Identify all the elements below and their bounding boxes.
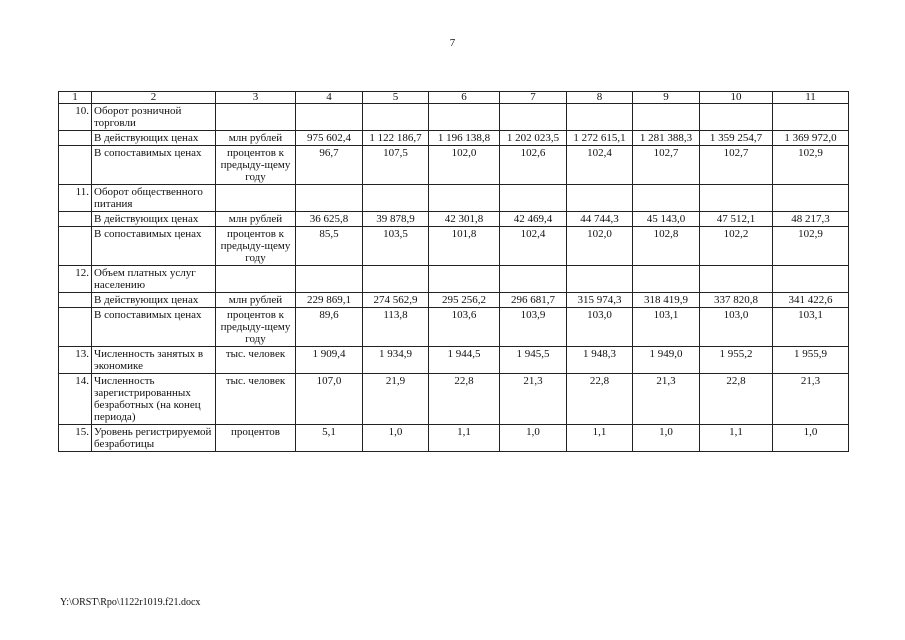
value-cell: 1 359 254,7	[700, 131, 773, 146]
unit-of-measure	[216, 104, 296, 131]
value-cell	[296, 185, 363, 212]
value-cell	[700, 185, 773, 212]
value-cell: 1 272 615,1	[567, 131, 633, 146]
value-cell	[296, 266, 363, 293]
value-cell	[363, 185, 429, 212]
value-cell	[633, 104, 700, 131]
value-cell: 103,6	[429, 308, 500, 347]
value-cell: 274 562,9	[363, 293, 429, 308]
row-number	[59, 131, 92, 146]
table-row	[59, 425, 849, 452]
value-cell: 113,8	[363, 308, 429, 347]
value-cell	[363, 104, 429, 131]
table-row	[59, 131, 849, 146]
table-row	[59, 347, 849, 374]
value-cell: 22,8	[429, 374, 500, 425]
value-cell: 89,6	[296, 308, 363, 347]
value-cell: 102,4	[567, 146, 633, 185]
value-cell: 48 217,3	[773, 212, 849, 227]
indicator-name: В действующих ценах	[92, 212, 216, 227]
indicator-name: В действующих ценах	[92, 293, 216, 308]
value-cell: 42 469,4	[500, 212, 567, 227]
value-cell	[429, 104, 500, 131]
value-cell	[700, 104, 773, 131]
value-cell: 21,3	[500, 374, 567, 425]
value-cell: 45 143,0	[633, 212, 700, 227]
row-number	[59, 212, 92, 227]
value-cell	[567, 266, 633, 293]
value-cell: 1 949,0	[633, 347, 700, 374]
column-header: 11	[773, 92, 849, 104]
value-cell: 101,8	[429, 227, 500, 266]
table-row	[59, 185, 849, 212]
value-cell	[429, 266, 500, 293]
value-cell: 1 202 023,5	[500, 131, 567, 146]
value-cell: 1 122 186,7	[363, 131, 429, 146]
row-number: 13.	[59, 347, 92, 374]
unit-of-measure: процентов к предыду-щему году	[216, 308, 296, 347]
value-cell: 1 955,2	[700, 347, 773, 374]
value-cell: 1 955,9	[773, 347, 849, 374]
column-header: 3	[216, 92, 296, 104]
value-cell: 39 878,9	[363, 212, 429, 227]
table-row	[59, 146, 849, 185]
value-cell	[567, 185, 633, 212]
row-number: 10.	[59, 104, 92, 131]
value-cell: 1 934,9	[363, 347, 429, 374]
value-cell	[633, 266, 700, 293]
column-header: 7	[500, 92, 567, 104]
table-row	[59, 212, 849, 227]
value-cell: 21,3	[773, 374, 849, 425]
value-cell: 103,9	[500, 308, 567, 347]
unit-of-measure: процентов к предыду-щему году	[216, 227, 296, 266]
value-cell: 96,7	[296, 146, 363, 185]
column-header: 4	[296, 92, 363, 104]
file-path-footer: Y:\ORST\Rpo\1122r1019.f21.docx	[60, 597, 201, 608]
value-cell: 22,8	[567, 374, 633, 425]
column-header: 2	[92, 92, 216, 104]
value-cell	[500, 185, 567, 212]
value-cell: 229 869,1	[296, 293, 363, 308]
value-cell: 337 820,8	[700, 293, 773, 308]
column-header: 8	[567, 92, 633, 104]
value-cell: 21,9	[363, 374, 429, 425]
indicator-name: Объем платных услуг населению	[92, 266, 216, 293]
value-cell: 102,0	[567, 227, 633, 266]
table-row	[59, 266, 849, 293]
indicator-name: Численность занятых в экономике	[92, 347, 216, 374]
value-cell: 975 602,4	[296, 131, 363, 146]
page-number: 7	[449, 37, 456, 49]
row-number	[59, 146, 92, 185]
row-number: 14.	[59, 374, 92, 425]
table-row	[59, 308, 849, 347]
indicator-name: В действующих ценах	[92, 131, 216, 146]
value-cell	[500, 104, 567, 131]
value-cell: 103,1	[773, 308, 849, 347]
column-header: 5	[363, 92, 429, 104]
value-cell: 1 909,4	[296, 347, 363, 374]
value-cell: 107,0	[296, 374, 363, 425]
value-cell: 1,1	[429, 425, 500, 452]
value-cell: 315 974,3	[567, 293, 633, 308]
value-cell: 102,7	[700, 146, 773, 185]
value-cell: 36 625,8	[296, 212, 363, 227]
value-cell	[500, 266, 567, 293]
row-number	[59, 293, 92, 308]
indicator-name: Уровень регистрируемой безработицы	[92, 425, 216, 452]
row-number: 11.	[59, 185, 92, 212]
unit-of-measure	[216, 185, 296, 212]
column-header: 6	[429, 92, 500, 104]
indicator-name: Оборот розничной торговли	[92, 104, 216, 131]
value-cell: 102,2	[700, 227, 773, 266]
table-row	[59, 104, 849, 131]
value-cell: 102,0	[429, 146, 500, 185]
value-cell: 5,1	[296, 425, 363, 452]
value-cell: 47 512,1	[700, 212, 773, 227]
value-cell: 102,8	[633, 227, 700, 266]
value-cell: 1,1	[700, 425, 773, 452]
value-cell: 295 256,2	[429, 293, 500, 308]
unit-of-measure: млн рублей	[216, 293, 296, 308]
value-cell	[773, 266, 849, 293]
value-cell: 107,5	[363, 146, 429, 185]
value-cell	[633, 185, 700, 212]
row-number: 12.	[59, 266, 92, 293]
value-cell: 42 301,8	[429, 212, 500, 227]
value-cell: 1 196 138,8	[429, 131, 500, 146]
value-cell: 44 744,3	[567, 212, 633, 227]
value-cell: 85,5	[296, 227, 363, 266]
value-cell: 102,7	[633, 146, 700, 185]
indicator-name: Оборот общественного питания	[92, 185, 216, 212]
row-number	[59, 227, 92, 266]
value-cell	[773, 104, 849, 131]
column-header: 10	[700, 92, 773, 104]
indicator-name: В сопоставимых ценах	[92, 146, 216, 185]
value-cell: 341 422,6	[773, 293, 849, 308]
unit-of-measure	[216, 266, 296, 293]
value-cell	[567, 104, 633, 131]
row-number: 15.	[59, 425, 92, 452]
value-cell	[296, 104, 363, 131]
indicator-name: В сопоставимых ценах	[92, 308, 216, 347]
indicators-table	[58, 91, 849, 452]
value-cell: 1,0	[773, 425, 849, 452]
value-cell: 318 419,9	[633, 293, 700, 308]
column-header: 1	[59, 92, 92, 104]
value-cell: 102,6	[500, 146, 567, 185]
column-number-row	[59, 92, 849, 104]
value-cell: 102,9	[773, 227, 849, 266]
value-cell: 1,0	[363, 425, 429, 452]
table-row	[59, 374, 849, 425]
value-cell: 1 944,5	[429, 347, 500, 374]
value-cell: 102,4	[500, 227, 567, 266]
value-cell: 103,1	[633, 308, 700, 347]
value-cell	[429, 185, 500, 212]
unit-of-measure: процентов к предыду-щему году	[216, 146, 296, 185]
value-cell	[363, 266, 429, 293]
unit-of-measure: тыс. человек	[216, 347, 296, 374]
value-cell: 103,0	[700, 308, 773, 347]
value-cell: 103,0	[567, 308, 633, 347]
row-number	[59, 308, 92, 347]
value-cell: 296 681,7	[500, 293, 567, 308]
table-row	[59, 227, 849, 266]
value-cell: 1,0	[500, 425, 567, 452]
indicator-name: В сопоставимых ценах	[92, 227, 216, 266]
value-cell: 102,9	[773, 146, 849, 185]
unit-of-measure: тыс. человек	[216, 374, 296, 425]
value-cell: 1,1	[567, 425, 633, 452]
unit-of-measure: процентов	[216, 425, 296, 452]
indicator-name: Численность зарегистрированных безработных (на конец периода)	[92, 374, 216, 425]
value-cell: 21,3	[633, 374, 700, 425]
value-cell: 103,5	[363, 227, 429, 266]
unit-of-measure: млн рублей	[216, 212, 296, 227]
value-cell: 1 369 972,0	[773, 131, 849, 146]
value-cell: 1 945,5	[500, 347, 567, 374]
value-cell	[773, 185, 849, 212]
value-cell	[700, 266, 773, 293]
value-cell: 1 948,3	[567, 347, 633, 374]
value-cell: 22,8	[700, 374, 773, 425]
value-cell: 1 281 388,3	[633, 131, 700, 146]
table-row	[59, 293, 849, 308]
unit-of-measure: млн рублей	[216, 131, 296, 146]
value-cell: 1,0	[633, 425, 700, 452]
column-header: 9	[633, 92, 700, 104]
